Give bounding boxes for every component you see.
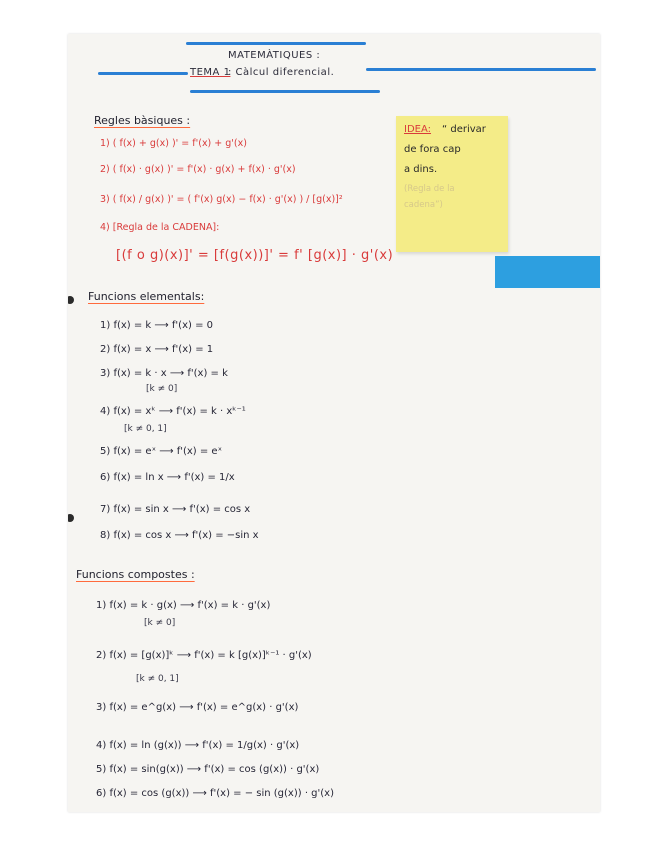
composed-item-1: 1) f(x) = k · g(x) ⟶ f'(x) = k · g'(x) [96, 600, 271, 611]
elemental-item-4: 4) f(x) = xᵏ ⟶ f'(x) = k · xᵏ⁻¹ [100, 406, 246, 417]
elemental-item-5: 5) f(x) = eˣ ⟶ f'(x) = eˣ [100, 446, 223, 457]
composed-item-6: 6) f(x) = cos (g(x)) ⟶ f'(x) = − sin (g(x)) · g'(x) [96, 788, 335, 799]
elemental-item-7: 7) f(x) = sin x ⟶ f'(x) = cos x [100, 504, 251, 515]
topic-label: TEMA 1 [190, 67, 231, 78]
elemental-condition-4: [k ≠ 0, 1] [124, 424, 167, 434]
sticky-note [396, 116, 508, 252]
basic-rule-4: 4) [Regla de la CADENA]: [100, 222, 220, 233]
header-right-line [366, 68, 596, 71]
composed-condition-2: [k ≠ 0, 1] [136, 674, 179, 684]
elemental-item-6: 6) f(x) = ln x ⟶ f'(x) = 1/x [100, 472, 235, 483]
basic-rule-3: 3) ( f(x) / g(x) )' = ( f'(x) g(x) − f(x) · g'(x) ) / [g(x)]² [100, 194, 343, 205]
elemental-condition-3: [k ≠ 0] [146, 384, 178, 394]
punch-hole [68, 514, 74, 522]
elemental-item-2: 2) f(x) = x ⟶ f'(x) = 1 [100, 344, 214, 355]
elemental-heading: Funcions elementals: [88, 290, 205, 303]
composed-item-5: 5) f(x) = sin(g(x)) ⟶ f'(x) = cos (g(x)) · g'(x) [96, 764, 320, 775]
composed-item-2: 2) f(x) = [g(x)]ᵏ ⟶ f'(x) = k [g(x)]ᵏ⁻¹ · g'(x) [96, 650, 312, 661]
basic-rules-heading: Regles bàsiques : [94, 114, 191, 127]
basic-rule-1: 1) ( f(x) + g(x) )' = f'(x) + g'(x) [100, 138, 247, 149]
topic-text: : Càlcul diferencial. [228, 67, 335, 78]
blue-tab-marker [495, 256, 600, 288]
header-top-line [186, 42, 366, 45]
notebook-page [68, 34, 600, 812]
sticky-idea-label: IDEA: [404, 124, 432, 135]
composed-heading: Funcions compostes : [76, 568, 195, 581]
header-bottom-line [190, 90, 380, 93]
sticky-line-2: de fora cap [404, 144, 461, 155]
sticky-line-3: a dins. [404, 164, 438, 175]
composed-item-3: 3) f(x) = e^g(x) ⟶ f'(x) = e^g(x) · g'(x) [96, 702, 299, 713]
chain-rule-formula: [(f o g)(x)]' = [f(g(x))]' = f' [g(x)] · g'(x) [116, 248, 394, 263]
sticky-line-1: “ derivar [442, 124, 486, 135]
elemental-item-8: 8) f(x) = cos x ⟶ f'(x) = −sin x [100, 530, 259, 541]
composed-item-4: 4) f(x) = ln (g(x)) ⟶ f'(x) = 1/g(x) · g'(x) [96, 740, 300, 751]
composed-condition-1: [k ≠ 0] [144, 618, 176, 628]
elemental-item-3: 3) f(x) = k · x ⟶ f'(x) = k [100, 368, 228, 379]
page-title: MATEMÀTIQUES : [228, 50, 321, 61]
sticky-faint-2: cadena”) [404, 200, 443, 210]
elemental-item-1: 1) f(x) = k ⟶ f'(x) = 0 [100, 320, 213, 331]
punch-hole [68, 296, 74, 304]
basic-rule-2: 2) ( f(x) · g(x) )' = f'(x) · g(x) + f(x) · g'(x) [100, 164, 296, 175]
header-left-line [98, 72, 188, 75]
sticky-faint-1: (Regla de la [404, 184, 455, 194]
